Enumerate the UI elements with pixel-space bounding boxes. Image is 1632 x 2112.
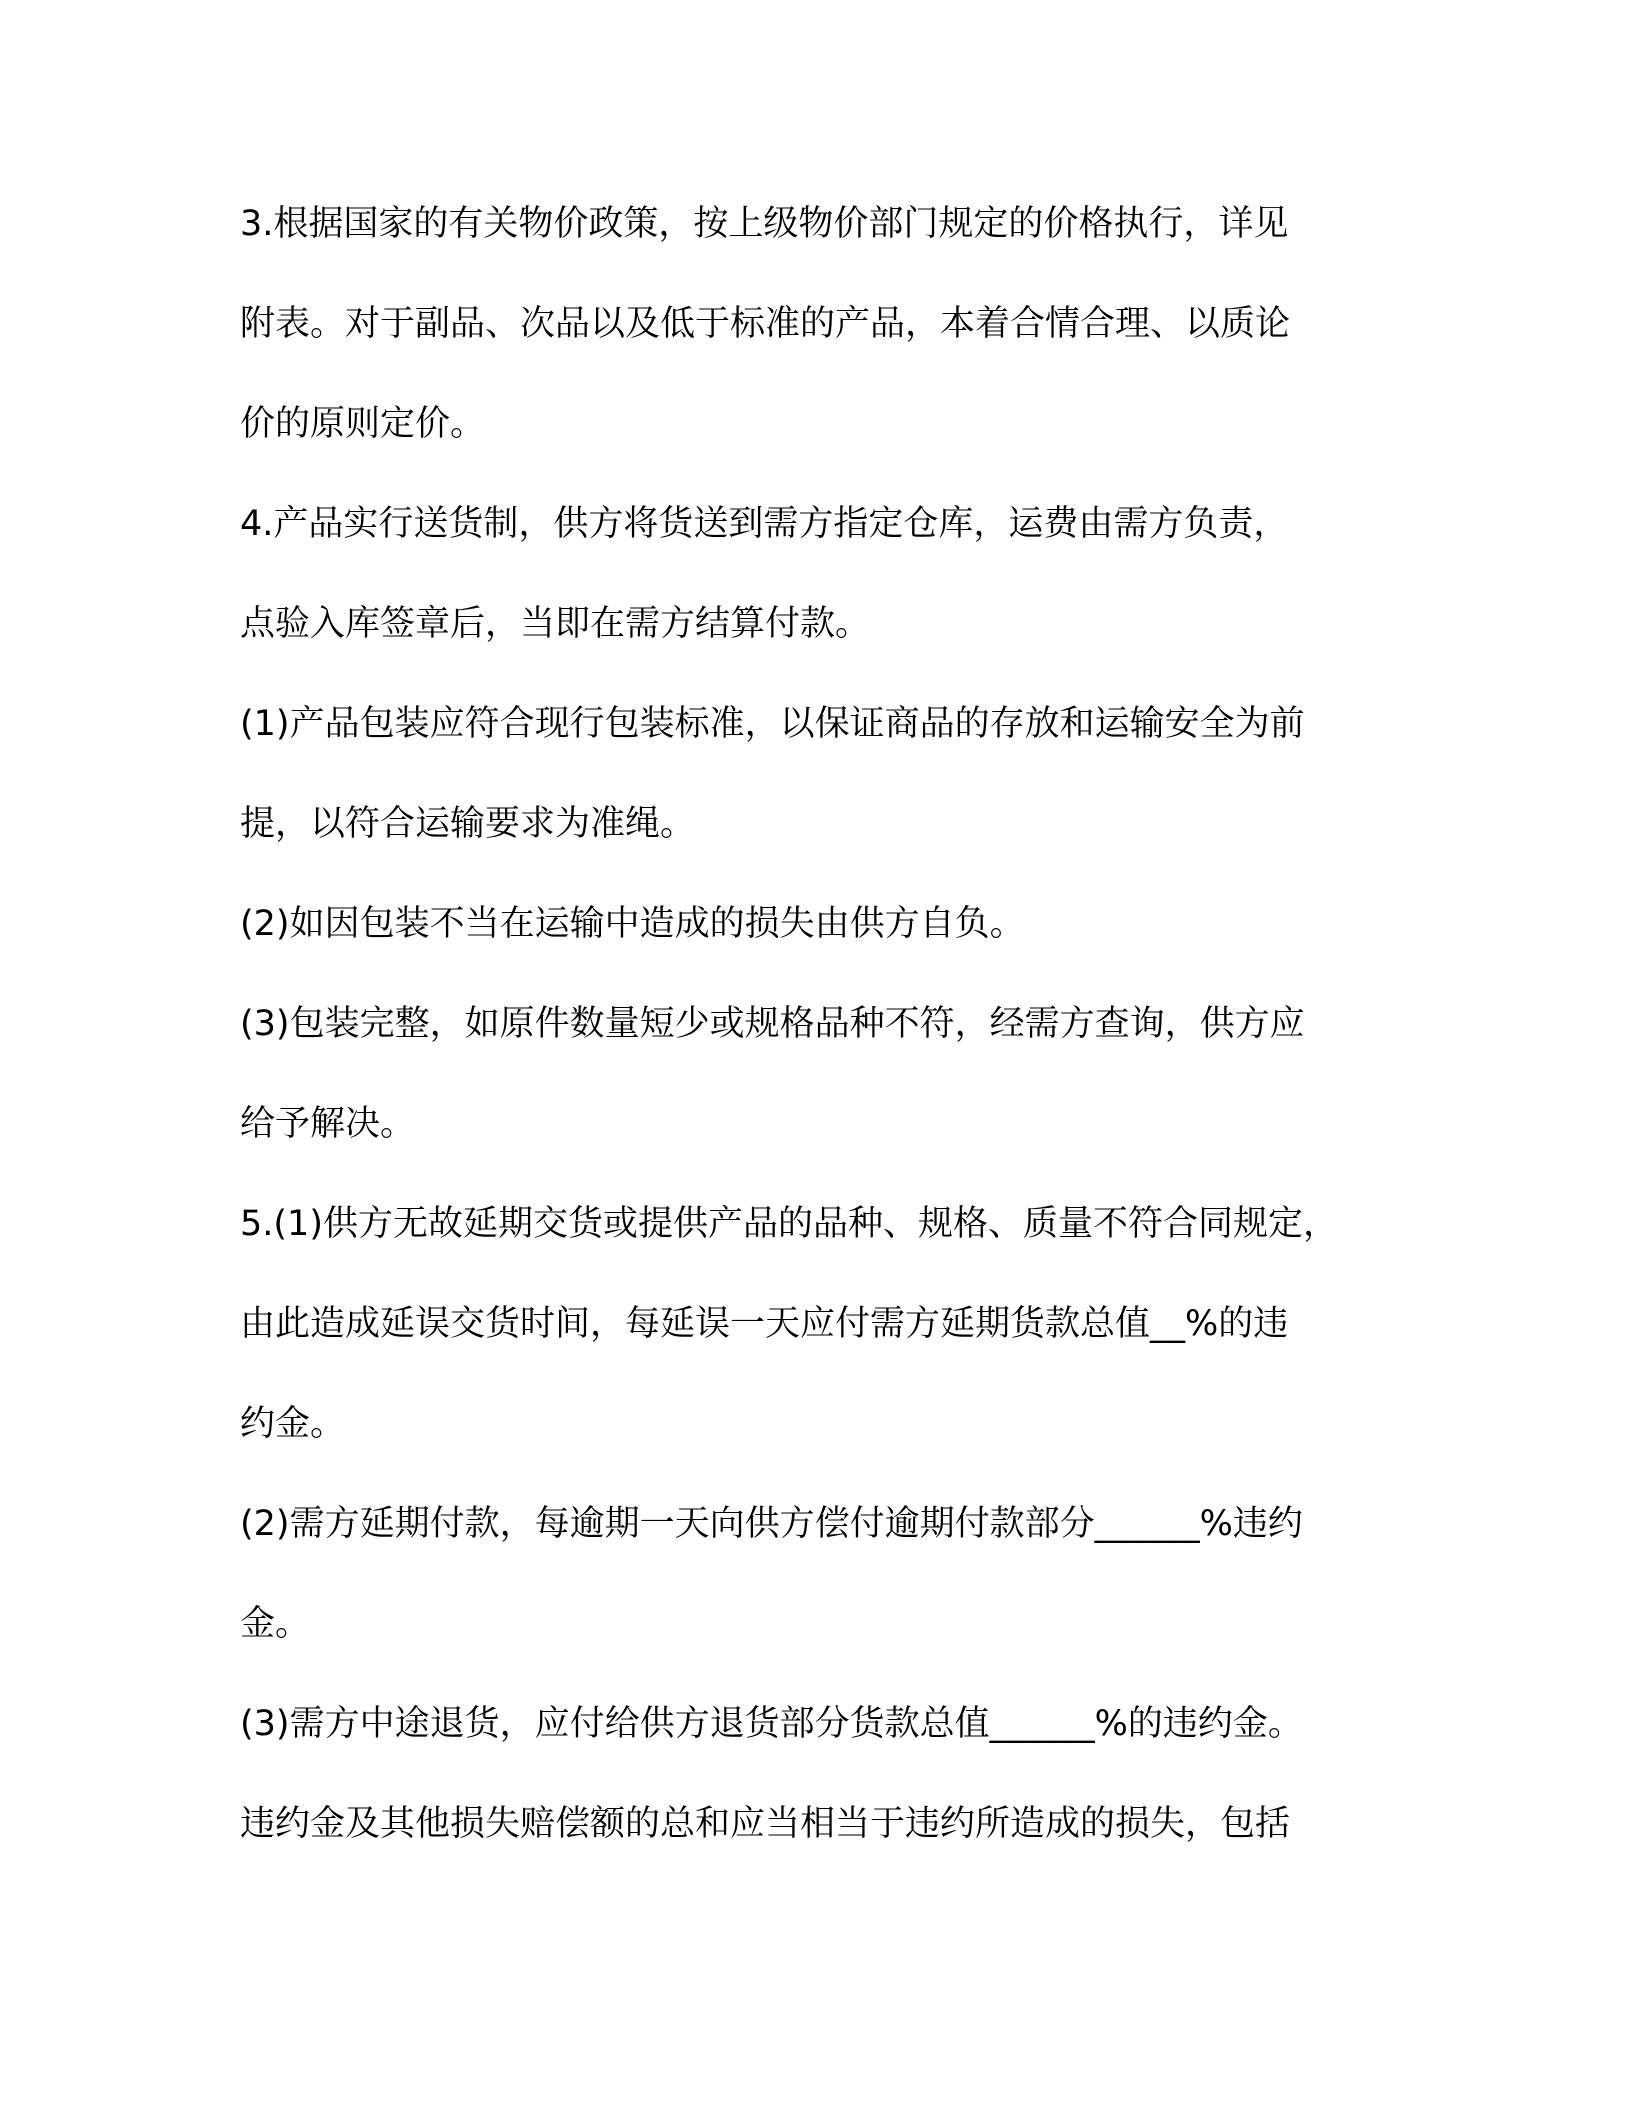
text-line-15: 金。	[240, 1604, 311, 1644]
text-line-5: 点验入库签章后，当即在需方结算付款。	[240, 604, 871, 644]
text-line-6: (1)产品包装应符合现行包装标准，以保证商品的存放和运输安全为前	[240, 704, 1305, 744]
text-line-3: 价的原则定价。	[240, 404, 486, 444]
text-line-9: (3)包装完整，如原件数量短少或规格品种不符，经需方查询，供方应	[240, 1004, 1305, 1044]
text-line-4: 4.产品实行送货制，供方将货送到需方指定仓库，运费由需方负责，	[240, 504, 1289, 544]
text-line-7: 提，以符合运输要求为准绳。	[240, 804, 696, 844]
text-line-17: 违约金及其他损失赔偿额的总和应当相当于违约所造成的损失，包括	[240, 1804, 1291, 1844]
text-line-2: 附表。对于副品、次品以及低于标准的产品，本着合情合理、以质论	[240, 304, 1291, 344]
text-line-8: (2)如因包装不当在运输中造成的损失由供方自负。	[240, 904, 1025, 944]
text-line-12: 由此造成延误交货时间，每延误一天应付需方延期货款总值__%的违	[240, 1304, 1289, 1344]
text-line-11: 5.(1)供方无故延期交货或提供产品的品种、规格、质量不符合同规定，	[240, 1204, 1338, 1244]
text-line-16: (3)需方中途退货，应付给供方退货部分货款总值______%的违约金。	[240, 1704, 1303, 1744]
text-line-14: (2)需方延期付款，每逾期一天向供方偿付逾期付款部分______%违约	[240, 1504, 1303, 1544]
text-line-13: 约金。	[240, 1404, 346, 1444]
text-line-10: 给予解决。	[240, 1104, 416, 1144]
text-line-1: 3.根据国家的有关物价政策，按上级物价部门规定的价格执行，详见	[240, 204, 1289, 244]
